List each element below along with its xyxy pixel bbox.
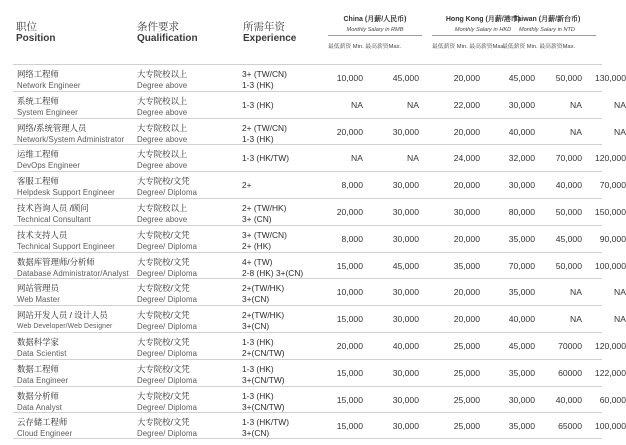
qualification-header-en: Qualification bbox=[137, 33, 198, 44]
qualification-cn: 大专院校/文凭 bbox=[137, 256, 190, 267]
position-name-cn: 云存储工程师 bbox=[17, 417, 68, 428]
position-name-cn: 技术支持人员 bbox=[17, 229, 68, 240]
experience-line: 2+(CN/TW) bbox=[242, 347, 285, 358]
qualification-cn: 大专院校/文凭 bbox=[137, 283, 190, 294]
hk-min-salary: 22,000 bbox=[453, 99, 480, 110]
qualification-en: Degree/ Diploma bbox=[137, 429, 198, 439]
position-name-cn: 技术咨询人员 /顾问 bbox=[17, 202, 89, 213]
position-name-en: Cloud Engineer bbox=[17, 429, 73, 439]
tw-min-salary: 65000 bbox=[558, 421, 582, 432]
experience-cell bbox=[242, 180, 252, 191]
china-max-salary: NA bbox=[407, 153, 419, 164]
china-min-max-label bbox=[328, 41, 401, 50]
hk-min-salary: 20,000 bbox=[453, 126, 480, 137]
qualification-cell bbox=[137, 123, 187, 145]
hk-min-salary: 30,000 bbox=[453, 206, 480, 217]
experience-line: 3+(CN) bbox=[242, 428, 270, 439]
china-min-salary: 20,000 bbox=[336, 206, 363, 217]
experience-line: 2+(TW/HK) bbox=[242, 310, 285, 321]
experience-line: 2+ (HK) bbox=[242, 240, 272, 251]
experience-line: 1-3 (HK) bbox=[242, 390, 274, 401]
qualification-en: Degree/ Diploma bbox=[137, 268, 198, 278]
experience-cell bbox=[242, 230, 287, 252]
experience-cell bbox=[242, 283, 284, 305]
region-divider bbox=[502, 35, 596, 36]
experience-line: 1-3 (HK) bbox=[242, 336, 274, 347]
qualification-cn: 大专院校/文凭 bbox=[137, 417, 190, 428]
china-max-salary: 45,000 bbox=[392, 73, 419, 83]
experience-line: 3+(CN) bbox=[242, 294, 270, 305]
china-min-salary: 8,000 bbox=[341, 180, 363, 191]
tw-min-salary: 60000 bbox=[558, 367, 582, 378]
hk-min-salary: 20,000 bbox=[453, 287, 480, 298]
qualification-en: Degree/ Diploma bbox=[137, 322, 198, 332]
qualification-en: Degree above bbox=[137, 107, 188, 117]
qualification-cell bbox=[137, 310, 197, 332]
region-china bbox=[325, 15, 425, 35]
china-min-salary: 15,000 bbox=[336, 260, 363, 271]
experience-cell bbox=[242, 257, 303, 279]
experience-line: 2+(TW/HK) bbox=[242, 283, 285, 294]
qualification-cell bbox=[137, 96, 187, 118]
hk-min-salary: 25,000 bbox=[453, 421, 480, 432]
table-row bbox=[13, 359, 626, 386]
position-cell bbox=[17, 96, 78, 118]
region-taiwan bbox=[497, 15, 597, 35]
qualification-cn: 大专院校/文凭 bbox=[137, 336, 190, 347]
experience-cell bbox=[242, 203, 286, 225]
position-name-en: DevOps Engineer bbox=[17, 161, 81, 171]
experience-line: 1-3 (HK) bbox=[242, 133, 274, 144]
table-row bbox=[13, 305, 626, 332]
position-name-en: Web Developer/Web Designer bbox=[17, 323, 113, 331]
position-name-en: Network/System Administrator bbox=[17, 134, 125, 144]
experience-line: 3+(CN) bbox=[242, 321, 270, 332]
hk-min-salary: 25,000 bbox=[453, 340, 480, 351]
tw-min-salary: 50,000 bbox=[555, 206, 582, 217]
region-divider bbox=[328, 35, 422, 36]
experience-line: 2+ (TW/CN) bbox=[242, 122, 287, 133]
experience-line: 3+(CN/TW) bbox=[242, 374, 285, 385]
experience-header-en: Experience bbox=[243, 33, 297, 44]
position-name-cn: 数据科学家 bbox=[17, 336, 59, 347]
qualification-cell bbox=[137, 337, 197, 359]
position-name-cn: 客服工程师 bbox=[17, 176, 59, 187]
qualification-cell bbox=[137, 417, 197, 439]
experience-cell bbox=[242, 153, 289, 164]
tw-max-salary: 100,000 bbox=[594, 421, 626, 432]
position-name-cn: 运维工程师 bbox=[17, 149, 59, 160]
position-cell bbox=[17, 391, 62, 413]
tw-min-salary: 50,000 bbox=[555, 73, 582, 83]
china-max-salary: 30,000 bbox=[392, 233, 419, 244]
max-label: 最高薪资Max. bbox=[365, 44, 402, 50]
china-max-salary: 30,000 bbox=[392, 206, 419, 217]
experience-line: 3+ (TW/CN) bbox=[242, 229, 287, 240]
position-name-en: Database Administrator/Analyst bbox=[17, 268, 129, 278]
china-min-salary: 20,000 bbox=[336, 126, 363, 137]
china-min-salary: NA bbox=[351, 153, 363, 164]
hk-max-salary: 45,000 bbox=[508, 73, 535, 83]
position-cell bbox=[17, 337, 67, 359]
tw-max-salary: 150,000 bbox=[594, 206, 626, 217]
tw-min-salary: NA bbox=[570, 126, 582, 137]
experience-line: 1-3 (HK) bbox=[242, 80, 274, 90]
china-min-salary: 15,000 bbox=[336, 394, 363, 405]
experience-cell bbox=[242, 364, 285, 386]
table-row bbox=[13, 278, 626, 305]
position-name-cn: 网络工程师 bbox=[17, 69, 59, 79]
region-name: China (月薪/人民币) bbox=[343, 16, 407, 23]
experience-line: 1-3 (HK) bbox=[242, 363, 274, 374]
region-currency: Monthly Salary in NTD bbox=[519, 27, 575, 33]
hk-min-salary: 20,000 bbox=[453, 180, 480, 191]
position-name-en: Technical Support Engineer bbox=[17, 241, 115, 251]
region-currency: Monthly Salary in HKD bbox=[454, 27, 512, 33]
position-cell bbox=[17, 203, 91, 225]
qualification-en: Degree above bbox=[137, 81, 188, 90]
table-row bbox=[13, 332, 626, 359]
experience-line: 3+(CN/TW) bbox=[242, 401, 285, 412]
qualification-cn: 大专院校/文凭 bbox=[137, 176, 190, 187]
hk-max-salary: 35,000 bbox=[508, 233, 535, 244]
position-name-cn: 网站开发人员 / 设计人员 bbox=[17, 310, 108, 321]
tw-min-salary: 40,000 bbox=[555, 394, 582, 405]
position-name-en: Web Master bbox=[17, 295, 60, 305]
position-cell bbox=[17, 176, 115, 198]
qualification-en: Degree above bbox=[137, 161, 188, 171]
position-cell bbox=[17, 149, 80, 171]
qualification-cn: 大专院校以上 bbox=[137, 202, 188, 213]
position-name-en: Data Analyst bbox=[17, 402, 62, 412]
position-name-cn: 系统工程师 bbox=[17, 95, 59, 106]
position-name-en: Data Engineer bbox=[17, 375, 69, 385]
qualification-cell bbox=[137, 283, 197, 305]
tw-min-salary: NA bbox=[570, 287, 582, 298]
tw-max-salary: NA bbox=[614, 99, 626, 110]
qualification-en: Degree/ Diploma bbox=[137, 241, 198, 251]
experience-line: 3+ (TW/CN) bbox=[242, 69, 287, 79]
tw-max-salary: NA bbox=[614, 314, 626, 325]
table-row bbox=[13, 252, 626, 279]
experience-cell bbox=[242, 417, 289, 439]
experience-line: 2+ (TW/HK) bbox=[242, 202, 287, 213]
experience-line: 3+ (CN) bbox=[242, 213, 272, 224]
experience-line: 1-3 (HK/TW) bbox=[242, 417, 289, 428]
qualification-cn: 大专院校以上 bbox=[137, 95, 188, 106]
qualification-cn: 大专院校以上 bbox=[137, 122, 188, 133]
qualification-cn: 大专院校以上 bbox=[137, 69, 188, 79]
qualification-cell bbox=[137, 257, 197, 279]
table-row bbox=[13, 144, 626, 171]
hk-min-salary: 25,000 bbox=[453, 367, 480, 378]
qualification-en: Degree/ Diploma bbox=[137, 348, 198, 358]
table-row bbox=[13, 91, 626, 118]
china-min-salary: 15,000 bbox=[336, 367, 363, 378]
hk-min-salary: 25,000 bbox=[453, 394, 480, 405]
table-row bbox=[13, 412, 626, 439]
position-name-cn: 网络/系统管理人员 bbox=[17, 122, 87, 133]
tw-max-salary: 70,000 bbox=[599, 180, 626, 191]
hk-min-salary: 20,000 bbox=[453, 233, 480, 244]
tw-max-salary: 60,000 bbox=[599, 394, 626, 405]
qualification-cell bbox=[137, 149, 187, 171]
china-max-salary: 30,000 bbox=[392, 180, 419, 191]
tw-max-salary: 90,000 bbox=[599, 233, 626, 244]
qualification-cell bbox=[137, 176, 197, 198]
qualification-cn: 大专院校/文凭 bbox=[137, 310, 190, 321]
china-max-salary: 30,000 bbox=[392, 287, 419, 298]
qualification-en: Degree above bbox=[137, 134, 188, 144]
region-currency: Monthly Salary in RMB bbox=[346, 27, 404, 33]
qualification-en: Degree/ Diploma bbox=[137, 402, 198, 412]
tw-min-salary: NA bbox=[570, 314, 582, 325]
position-name-en: Data Scientist bbox=[17, 348, 67, 358]
min-label: 最低薪资 Min. bbox=[502, 44, 538, 50]
table-row bbox=[13, 118, 626, 145]
experience-cell bbox=[242, 69, 287, 91]
china-min-salary: 20,000 bbox=[336, 340, 363, 351]
tw-min-salary: 70000 bbox=[558, 340, 582, 351]
experience-cell bbox=[242, 310, 284, 332]
table-row bbox=[13, 171, 626, 198]
hk-max-salary: 80,000 bbox=[508, 206, 535, 217]
hk-min-salary: 35,000 bbox=[453, 260, 480, 271]
table-row bbox=[13, 225, 626, 252]
experience-header-cn: 所需年资 bbox=[243, 21, 285, 33]
experience-cell bbox=[242, 100, 274, 111]
hk-max-salary: 35,000 bbox=[508, 367, 535, 378]
position-name-cn: 数据分析师 bbox=[17, 390, 59, 401]
qualification-cell bbox=[137, 391, 197, 413]
china-max-salary: 30,000 bbox=[392, 367, 419, 378]
experience-line: 1-3 (HK) bbox=[242, 99, 274, 110]
china-min-salary: 15,000 bbox=[336, 314, 363, 325]
qualification-en: Degree/ Diploma bbox=[137, 375, 198, 385]
position-name-en: Network Engineer bbox=[17, 81, 81, 90]
hk-max-salary: 70,000 bbox=[508, 260, 535, 271]
experience-line: 1-3 (HK/TW) bbox=[242, 153, 289, 164]
hk-max-salary: 35,000 bbox=[508, 287, 535, 298]
tw-max-salary: 120,000 bbox=[594, 340, 626, 351]
position-name-cn: 网站管理员 bbox=[17, 283, 59, 294]
position-cell bbox=[17, 257, 129, 279]
position-name-cn: 数据库管理师/分析师 bbox=[17, 256, 95, 267]
position-header-cn: 职位 bbox=[16, 21, 37, 33]
hk-max-salary: 30,000 bbox=[508, 180, 535, 191]
qualification-header-cn: 条件要求 bbox=[137, 21, 179, 33]
min-label: 最低薪资 Min. bbox=[432, 44, 468, 50]
qualification-en: Degree/ Diploma bbox=[137, 188, 198, 198]
china-max-salary: NA bbox=[407, 99, 419, 110]
china-min-salary: 15,000 bbox=[336, 421, 363, 432]
tw-max-salary: NA bbox=[614, 287, 626, 298]
hk-min-max-label bbox=[432, 41, 505, 50]
hk-max-salary: 30,000 bbox=[508, 99, 535, 110]
tw-min-salary: 70,000 bbox=[555, 153, 582, 164]
position-cell bbox=[17, 230, 115, 252]
qualification-cn: 大专院校/文凭 bbox=[137, 363, 190, 374]
china-min-salary: 10,000 bbox=[336, 73, 363, 83]
tw-max-salary: 120,000 bbox=[594, 153, 626, 164]
position-cell bbox=[17, 123, 124, 145]
experience-line: 2-8 (HK) 3+(CN) bbox=[242, 267, 304, 278]
table-row bbox=[13, 64, 626, 91]
hk-max-salary: 30,000 bbox=[508, 394, 535, 405]
tw-max-salary: 100,000 bbox=[594, 260, 626, 271]
position-cell bbox=[17, 283, 60, 305]
max-label: 最高薪资Max. bbox=[539, 44, 576, 50]
qualification-cn: 大专院校/文凭 bbox=[137, 229, 190, 240]
tw-max-salary: 122,000 bbox=[594, 367, 626, 378]
qualification-en: Degree above bbox=[137, 214, 188, 224]
qualification-cell bbox=[137, 230, 197, 252]
china-max-salary: 40,000 bbox=[392, 340, 419, 351]
region-name: Taiwan (月薪/新台币) bbox=[513, 16, 581, 23]
china-min-salary: 10,000 bbox=[336, 287, 363, 298]
position-name-en: Helpdesk Support Engineer bbox=[17, 188, 115, 198]
tw-min-salary: 50,000 bbox=[555, 260, 582, 271]
china-max-salary: 30,000 bbox=[392, 394, 419, 405]
position-cell bbox=[17, 69, 81, 91]
experience-line: 4+ (TW) bbox=[242, 256, 273, 267]
position-name-en: Technical Consultant bbox=[17, 214, 91, 224]
tw-max-salary: NA bbox=[614, 126, 626, 137]
qualification-en: Degree/ Diploma bbox=[137, 295, 198, 305]
tw-max-salary: 130,000 bbox=[594, 73, 626, 83]
tw-min-salary: NA bbox=[570, 99, 582, 110]
table-row bbox=[13, 386, 626, 413]
position-cell bbox=[17, 417, 72, 439]
tw-min-salary: 40,000 bbox=[555, 180, 582, 191]
hk-max-salary: 35,000 bbox=[508, 421, 535, 432]
hk-max-salary: 40,000 bbox=[508, 126, 535, 137]
hk-min-salary: 20,000 bbox=[453, 73, 480, 83]
max-label: 最高薪资Max. bbox=[469, 44, 506, 50]
qualification-cell bbox=[137, 69, 187, 91]
table-row bbox=[13, 198, 626, 225]
qualification-cell bbox=[137, 364, 197, 386]
hk-min-salary: 20,000 bbox=[453, 314, 480, 325]
china-max-salary: 30,000 bbox=[392, 314, 419, 325]
china-min-salary: NA bbox=[351, 99, 363, 110]
experience-cell bbox=[242, 123, 287, 145]
china-max-salary: 45,000 bbox=[392, 260, 419, 271]
qualification-cn: 大专院校/文凭 bbox=[137, 390, 190, 401]
region-name: Hong Kong (月薪/港币) bbox=[445, 16, 521, 23]
position-cell bbox=[17, 310, 112, 332]
hk-max-salary: 32,000 bbox=[508, 153, 535, 164]
salary-table-body bbox=[13, 64, 626, 439]
tw-min-salary: 45,000 bbox=[555, 233, 582, 244]
min-label: 最低薪资 Min. bbox=[328, 44, 364, 50]
hk-min-salary: 24,000 bbox=[453, 153, 480, 164]
qualification-cn: 大专院校以上 bbox=[137, 149, 188, 160]
hk-max-salary: 45,000 bbox=[508, 340, 535, 351]
china-max-salary: 30,000 bbox=[392, 126, 419, 137]
position-header-en: Position bbox=[16, 33, 56, 44]
position-name-cn: 数据工程师 bbox=[17, 363, 59, 374]
position-cell bbox=[17, 364, 68, 386]
tw-min-max-label bbox=[502, 41, 575, 50]
experience-cell bbox=[242, 337, 285, 359]
qualification-cell bbox=[137, 203, 187, 225]
experience-cell bbox=[242, 391, 285, 413]
experience-line: 2+ bbox=[242, 180, 252, 191]
china-min-salary: 8,000 bbox=[341, 233, 363, 244]
position-name-en: System Engineer bbox=[17, 107, 78, 117]
china-max-salary: 30,000 bbox=[392, 421, 419, 432]
hk-max-salary: 40,000 bbox=[508, 314, 535, 325]
